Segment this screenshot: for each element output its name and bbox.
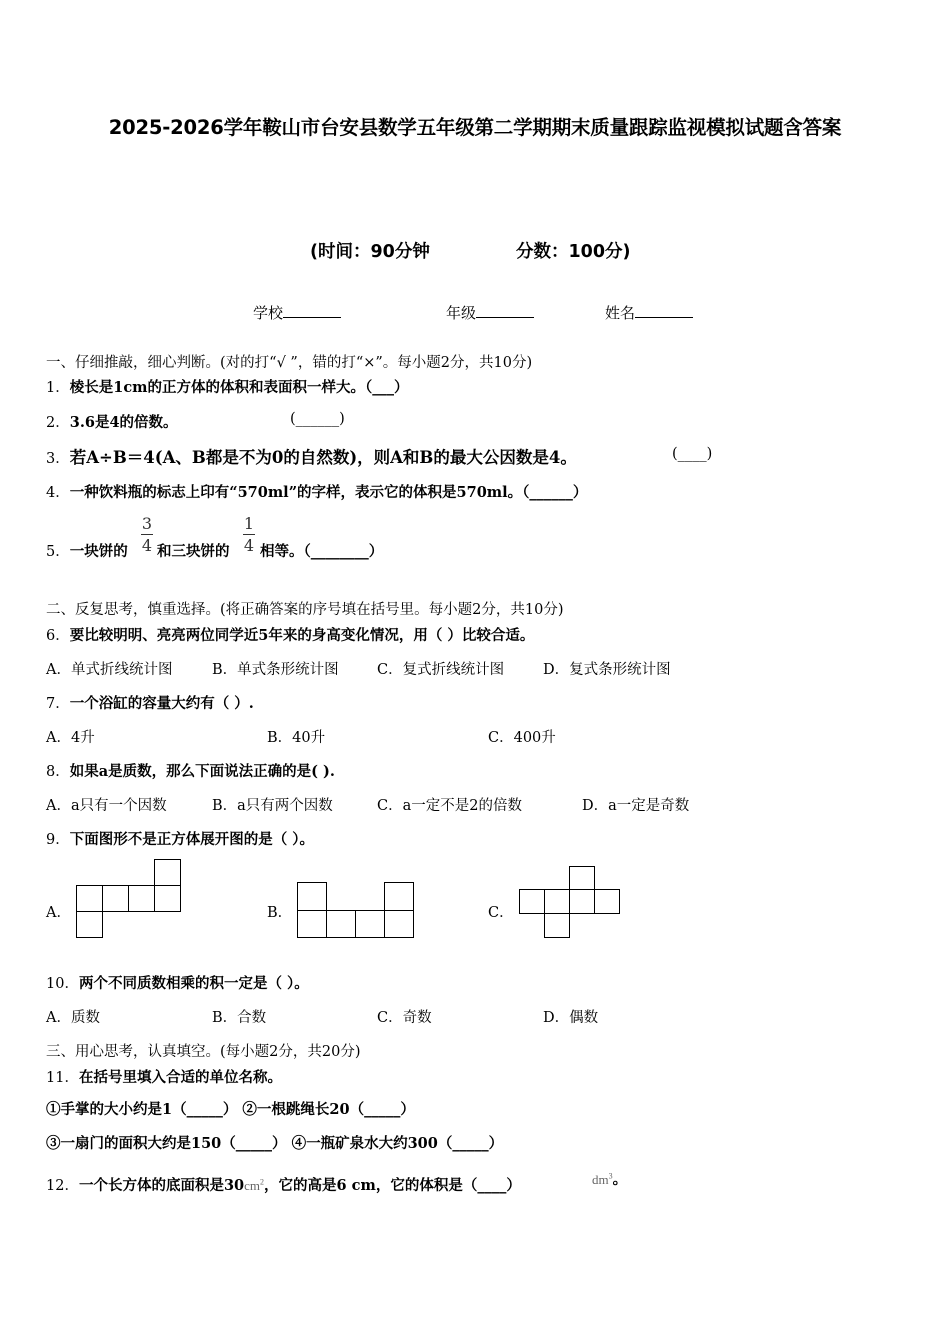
net-c-square bbox=[545, 890, 570, 914]
q6-number: 6． bbox=[46, 628, 70, 644]
exam-score: 分数：100分) bbox=[516, 242, 631, 262]
q5-text-a: 一块饼的 bbox=[69, 543, 128, 560]
question-8 bbox=[46, 760, 335, 781]
q8-option-d[interactable]: D．a一定是奇数 bbox=[582, 798, 690, 814]
name-blank[interactable] bbox=[635, 303, 693, 318]
q9-net-figure-b bbox=[296, 881, 418, 941]
net-b-square bbox=[356, 911, 385, 938]
grade-blank[interactable] bbox=[476, 303, 534, 318]
net-c-square bbox=[545, 914, 570, 938]
q7-text: 一个浴缸的容量大约有（ ）. bbox=[69, 695, 254, 712]
net-b-square bbox=[298, 883, 327, 911]
q8-option-a[interactable]: A．a只有一个因数 bbox=[46, 798, 167, 814]
q12-text-b: ，它的高是6 cm，它的体积是（____） bbox=[264, 1177, 521, 1194]
q1-number: 1． bbox=[46, 380, 70, 396]
question-3 bbox=[46, 444, 577, 468]
q1-text: 棱长是1cm的正方体的体积和表面积一样大。（___） bbox=[69, 379, 409, 396]
q10-option-d[interactable]: D．偶数 bbox=[543, 1010, 599, 1026]
question-10 bbox=[46, 972, 309, 993]
q10-option-b[interactable]: B．合数 bbox=[212, 1010, 267, 1026]
q8-option-b[interactable]: B．a只有两个因数 bbox=[212, 798, 333, 814]
exam-time: (时间：90分钟 bbox=[310, 242, 430, 262]
school-label: 学校 bbox=[253, 304, 284, 322]
document-title: 2025-2026学年鞍山市台安县数学五年级第二学期期末质量跟踪监视模拟试题含答案 bbox=[108, 116, 842, 139]
question-4 bbox=[46, 481, 587, 502]
q4-text: 一种饮料瓶的标志上印有“570ml”的字样，表示它的体积是570ml。（______） bbox=[69, 484, 588, 501]
q6-text: 要比较明明、亮亮两位同学近5年来的身高变化情况，用（ ）比较合适。 bbox=[69, 627, 535, 644]
question-9 bbox=[46, 828, 314, 849]
q6-option-d[interactable]: D．复式条形统计图 bbox=[543, 662, 671, 678]
grade-label: 年级 bbox=[446, 304, 477, 322]
q11-line-b: ③一扇门的面积大约是150（_____） ④一瓶矿泉水大约300（_____） bbox=[46, 1135, 504, 1152]
q11-number: 11． bbox=[46, 1070, 79, 1086]
q9-text: 下面图形不是正方体展开图的是（ ）。 bbox=[69, 831, 315, 848]
q5-text-b: 和三块饼的 bbox=[157, 543, 230, 560]
question-5 bbox=[46, 540, 128, 561]
q7-option-a[interactable]: A．4升 bbox=[46, 730, 95, 746]
q11-line-a: ①手掌的大小约是1（_____） ②一根跳绳长20（_____） bbox=[46, 1101, 415, 1118]
q5-fraction-three-quarters bbox=[140, 514, 154, 555]
q2-answer-blank[interactable]: (______) bbox=[290, 411, 345, 427]
name-field[interactable] bbox=[605, 302, 693, 323]
net-b-square bbox=[385, 883, 414, 911]
q2-number: 2． bbox=[46, 415, 70, 431]
net-c-square bbox=[570, 890, 595, 914]
q9-option-a[interactable]: A． bbox=[46, 905, 71, 921]
q10-option-a[interactable]: A．质数 bbox=[46, 1010, 100, 1026]
q3-text: 若A÷B＝4(A、B都是不为0的自然数)，则A和B的最大公因数是4。 bbox=[69, 448, 577, 467]
q10-text: 两个不同质数相乘的积一定是（ ）。 bbox=[78, 975, 309, 992]
question-2 bbox=[46, 411, 178, 432]
question-12 bbox=[46, 1174, 521, 1195]
q12-unit-dm3: $dm^3$。 bbox=[592, 1171, 628, 1188]
q5-fraction-one-quarter bbox=[242, 514, 256, 555]
q5-frac2-numerator: 1 bbox=[243, 514, 255, 533]
name-label: 姓名 bbox=[605, 304, 636, 322]
section1-heading: 一、仔细推敲，细心判断。(对的打“√ ”，错的打“×”。每小题2分，共10分) bbox=[46, 355, 533, 371]
q12-unit-cm2: $cm^2$ bbox=[244, 1177, 265, 1193]
net-b-square bbox=[385, 911, 414, 938]
section2-heading: 二、反复思考，慎重选择。(将正确答案的序号填在括号里。每小题2分，共10分) bbox=[46, 602, 564, 618]
q7-option-b[interactable]: B．40升 bbox=[267, 730, 326, 746]
net-c-square bbox=[595, 890, 620, 914]
q7-option-c[interactable]: C．400升 bbox=[488, 730, 556, 746]
q9-option-b[interactable]: B． bbox=[267, 905, 293, 921]
q2-text: 3.6是4的倍数。 bbox=[69, 414, 178, 431]
q10-option-c[interactable]: C．奇数 bbox=[377, 1010, 432, 1026]
q7-number: 7． bbox=[46, 696, 70, 712]
q5-frac1-denominator: 4 bbox=[141, 536, 153, 555]
net-a-square bbox=[103, 886, 129, 912]
q9-number: 9． bbox=[46, 832, 70, 848]
q8-option-c[interactable]: C．a一定不是2的倍数 bbox=[377, 798, 522, 814]
q4-number: 4． bbox=[46, 485, 70, 501]
net-a-square bbox=[77, 912, 103, 938]
q9-option-c[interactable]: C． bbox=[488, 905, 514, 921]
q5-text-c: 相等。（________） bbox=[260, 543, 384, 560]
net-c-square bbox=[520, 890, 545, 914]
q5-frac1-numerator: 3 bbox=[141, 514, 153, 533]
question-11 bbox=[46, 1066, 282, 1087]
q11-text: 在括号里填入合适的单位名称。 bbox=[78, 1069, 282, 1086]
q10-number: 10． bbox=[46, 976, 79, 992]
question-1 bbox=[46, 376, 409, 397]
q5-frac2-denominator: 4 bbox=[243, 536, 255, 555]
grade-field[interactable] bbox=[446, 302, 534, 323]
net-a-square bbox=[155, 860, 181, 886]
q6-option-a[interactable]: A．单式折线统计图 bbox=[46, 662, 173, 678]
school-blank[interactable] bbox=[283, 303, 341, 318]
q3-number: 3． bbox=[46, 451, 70, 467]
q6-option-c[interactable]: C．复式折线统计图 bbox=[377, 662, 505, 678]
q8-text: 如果a是质数，那么下面说法正确的是( ). bbox=[69, 763, 335, 780]
section3-heading: 三、用心思考，认真填空。(每小题2分，共20分) bbox=[46, 1044, 361, 1060]
q8-number: 8． bbox=[46, 764, 70, 780]
q12-text-a: 一个长方体的底面积是30 bbox=[78, 1177, 245, 1194]
net-b-square bbox=[298, 911, 327, 938]
net-a-square bbox=[129, 886, 155, 912]
net-a-square bbox=[155, 886, 181, 912]
net-c-square bbox=[570, 867, 595, 890]
q5-number: 5． bbox=[46, 544, 70, 560]
school-field[interactable] bbox=[253, 302, 341, 323]
question-6 bbox=[46, 624, 534, 645]
question-7 bbox=[46, 692, 254, 713]
q9-net-figure-a bbox=[75, 858, 187, 942]
net-b-square bbox=[327, 911, 356, 938]
q9-net-figure-c bbox=[518, 865, 622, 941]
q12-number: 12． bbox=[46, 1178, 79, 1194]
q6-option-b[interactable]: B．单式条形统计图 bbox=[212, 662, 339, 678]
q3-answer-blank[interactable]: (____) bbox=[672, 446, 713, 462]
net-a-square bbox=[77, 886, 103, 912]
